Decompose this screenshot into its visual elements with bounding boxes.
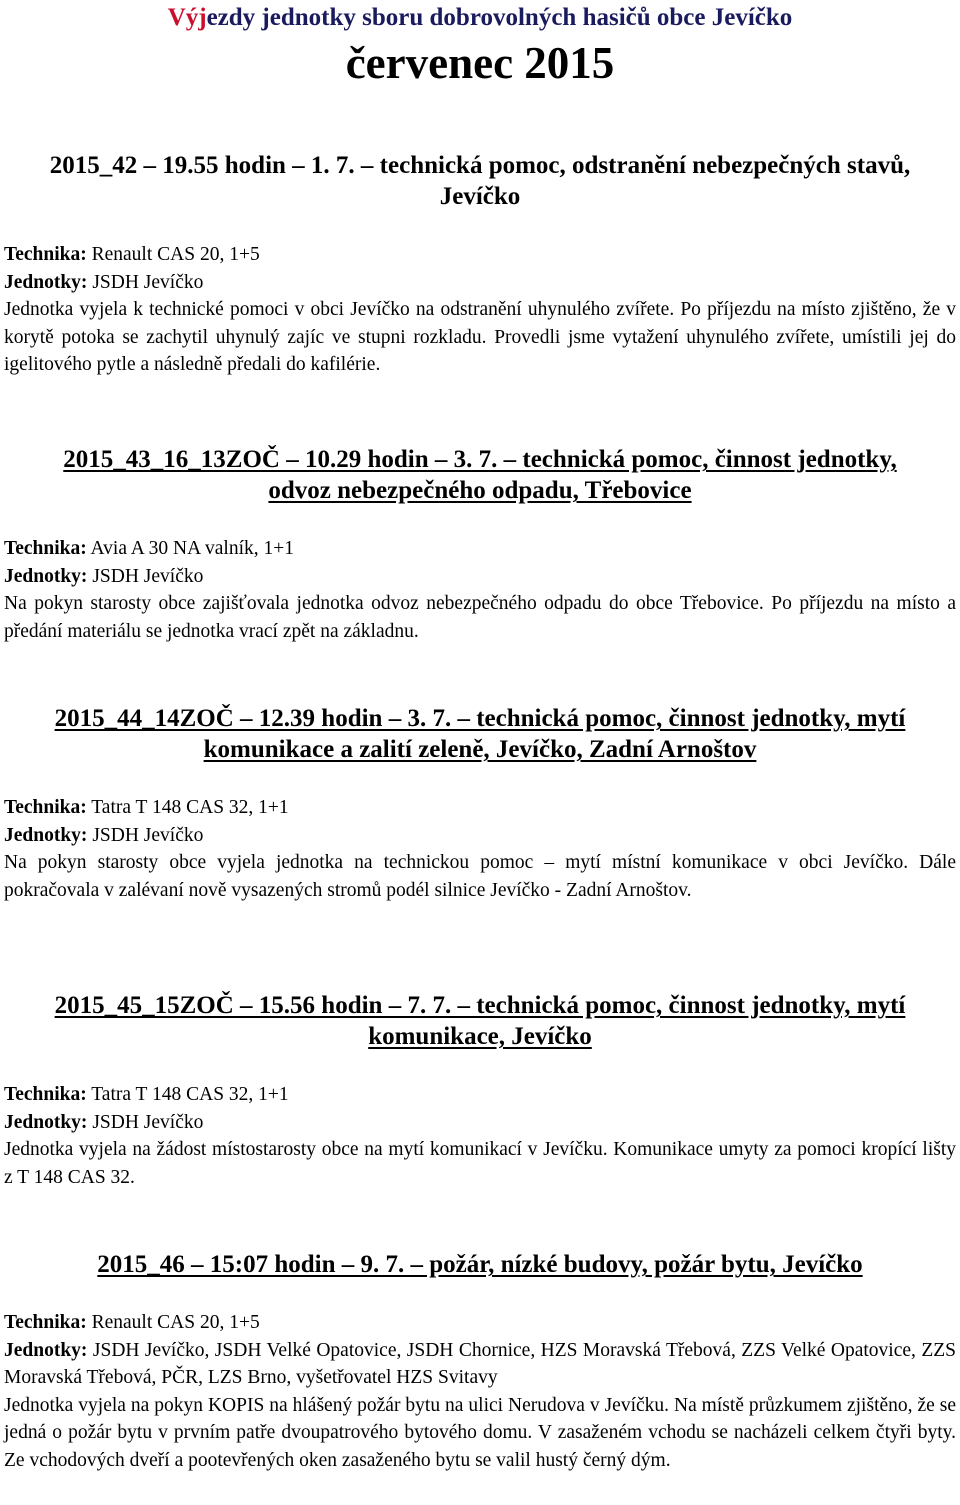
technika-label: Technika: xyxy=(4,1084,87,1105)
jednotky-value: JSDH Jevíčko xyxy=(87,1111,204,1133)
event-heading-line: Jevíčko xyxy=(439,183,521,210)
event-2015-43 xyxy=(4,444,956,645)
jednotky-line xyxy=(4,1337,956,1392)
jednotky-line xyxy=(4,822,956,850)
jednotky-label: Jednotky: xyxy=(4,1339,88,1361)
technika-line xyxy=(4,794,956,822)
event-heading xyxy=(4,444,956,506)
title-prefix: Výj xyxy=(167,4,207,31)
event-heading-line: 2015_44_14ZOČ – 12.39 hodin – 3. 7. – technická pomoc, činnost jednotky, mytí xyxy=(54,705,906,732)
technika-value: Renault CAS 20, 1+5 xyxy=(86,244,260,265)
event-2015-42 xyxy=(4,150,956,379)
event-heading-line: 2015_43_16_13ZOČ – 10.29 hodin – 3. 7. – technická pomoc, činnost jednotky, xyxy=(63,446,897,473)
technika-label: Technika: xyxy=(4,797,87,818)
jednotky-value: JSDH Jevíčko, JSDH Velké Opatovice, JSDH Chornice, HZS Moravská Třebová, ZZS Velké Opatovice, ZZS Moravská Třebová, PČR, LZS Brno, vyšetřovatel HZS Svitavy xyxy=(4,1339,956,1388)
event-description: Na pokyn starosty obce zajišťovala jednotka odvoz nebezpečného odpadu do obce Třebovice. Po příjezdu na místo a předání materiálu se jednotka vrací zpět na základnu. xyxy=(4,593,956,642)
jednotky-label: Jednotky: xyxy=(4,565,88,587)
technika-value: Tatra T 148 CAS 32, 1+1 xyxy=(86,1084,289,1105)
event-2015-45 xyxy=(4,990,956,1191)
technika-label: Technika: xyxy=(4,1312,87,1333)
event-description: Jednotka vyjela na pokyn KOPIS na hlášený požár bytu na ulici Nerudova v Jevíčku. Na místě průzkumem zjištěno, že se jedná o požár bytu v prvním patře dvoupatrového bytového domu. V zasaženém vchodu se nacházeli celkem čtyři byty. Ze vchodových dveří a pootevřených oken zasaženého bytu se valil hustý černý dým. xyxy=(4,1394,956,1471)
technika-value: Renault CAS 20, 1+5 xyxy=(86,1312,260,1333)
technika-value: Avia A 30 NA valník, 1+1 xyxy=(86,538,294,559)
event-heading xyxy=(4,1249,956,1280)
jednotky-value: JSDH Jevíčko xyxy=(87,271,204,293)
event-heading-line: 2015_45_15ZOČ – 15.56 hodin – 7. 7. – technická pomoc, činnost jednotky, mytí xyxy=(54,992,906,1019)
event-heading-line: komunikace, Jevíčko xyxy=(368,1023,592,1050)
jednotky-line xyxy=(4,269,956,297)
event-heading-line: 2015_46 – 15:07 hodin – 9. 7. – požár, nízké budovy, požár bytu, Jevíčko xyxy=(97,1251,863,1278)
technika-label: Technika: xyxy=(4,538,87,559)
event-description: Na pokyn starosty obce vyjela jednotka na technickou pomoc – mytí místní komunikace v obci Jevíčko. Dále pokračovala v zalévaní nově vysazených stromů podél silnice Jevíčko - Zadní Arnoštov. xyxy=(4,852,956,901)
technika-line xyxy=(4,1309,956,1337)
event-heading xyxy=(4,150,956,212)
jednotky-label: Jednotky: xyxy=(4,1111,88,1133)
jednotky-label: Jednotky: xyxy=(4,824,88,846)
technika-line xyxy=(4,1081,956,1109)
title-rest: ezdy jednotky sboru dobrovolných hasičů obce Jevíčko xyxy=(206,4,793,31)
event-description: Jednotka vyjela na žádost místostarosty obce na mytí komunikací v Jevíčku. Komunikace umyty za pomoci kropící lišty z T 148 CAS 32. xyxy=(4,1139,956,1188)
technika-label: Technika: xyxy=(4,244,87,265)
event-description: Jednotka vyjela k technické pomoci v obci Jevíčko na odstranění uhynulého zvířete. Po příjezdu na místo zjištěno, že v korytě potoka se zachytil uhynulý zajíc ve stupni rozkladu. Provedli jsme vytažení uhynulého zvířete, umístili jej do igelitového pytle a následně předali do kafilérie. xyxy=(4,299,956,375)
jednotky-value: JSDH Jevíčko xyxy=(87,565,204,587)
event-heading-line: odvoz nebezpečného odpadu, Třebovice xyxy=(268,477,692,504)
jednotky-line xyxy=(4,563,956,591)
technika-line xyxy=(4,535,956,563)
event-2015-44 xyxy=(4,703,956,904)
jednotky-line xyxy=(4,1109,956,1137)
event-heading xyxy=(4,703,956,765)
document-title xyxy=(4,0,956,36)
event-heading-line: komunikace a zalití zeleně, Jevíčko, Zadní Arnoštov xyxy=(203,736,757,763)
technika-value: Tatra T 148 CAS 32, 1+1 xyxy=(86,797,289,818)
event-heading xyxy=(4,990,956,1052)
month-heading: červenec 2015 xyxy=(345,38,615,88)
event-heading-line: 2015_42 – 19.55 hodin – 1. 7. – technická pomoc, odstranění nebezpečných stavů, xyxy=(49,152,911,179)
technika-line xyxy=(4,241,956,269)
event-2015-46 xyxy=(4,1249,956,1474)
document-page xyxy=(4,0,956,89)
jednotky-value: JSDH Jevíčko xyxy=(87,824,204,846)
jednotky-label: Jednotky: xyxy=(4,271,88,293)
